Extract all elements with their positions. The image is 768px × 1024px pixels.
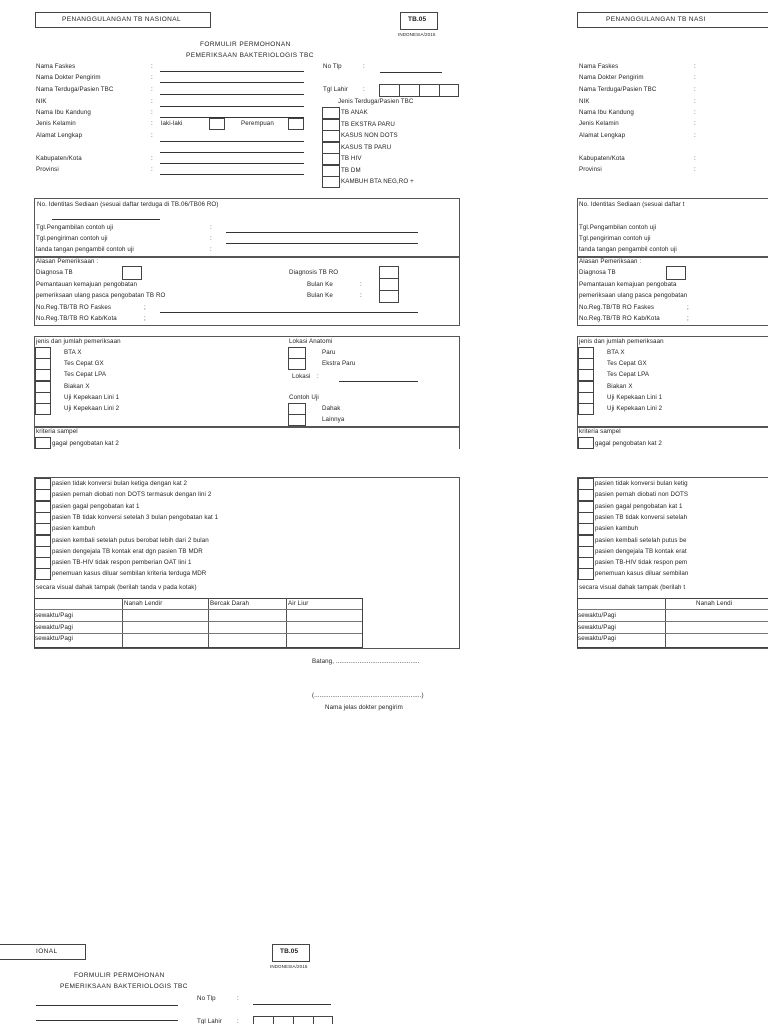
label-alamat: Alamat Lengkap (579, 132, 626, 139)
perempuan-checkbox[interactable] (288, 118, 304, 130)
colon: : (151, 98, 153, 105)
colon: : (694, 98, 696, 105)
gagal-kat2-checkbox[interactable] (35, 437, 51, 449)
jenis-terduga-checkbox[interactable] (322, 165, 340, 177)
exam-item: Tes Cepat LPA (607, 371, 650, 379)
colon: : (360, 292, 362, 299)
kriteria-item: pasien pernah diobati non DOTS (595, 491, 689, 499)
exam-item: Tes Cepat GX (64, 360, 104, 368)
signature-line: (...........................................................) (312, 692, 424, 699)
no-reg-faskes-label: No.Reg.TB/TB RO Faskes (579, 304, 655, 311)
visual-title: secara visual dahak tampak (berilah tanda v pada kotak) (36, 584, 197, 591)
terduga-pasien-field[interactable] (160, 94, 304, 95)
no-identitas-label: No. Identitas Sediaan (sesuai daftar t (579, 201, 685, 208)
exam-checkbox[interactable] (35, 347, 51, 359)
exam-item: Uji Kepekaan Lini 1 (607, 393, 663, 401)
jenis-terduga-item: KAMBUH BTA NEG,RO + (341, 178, 414, 185)
exam-checkbox[interactable] (578, 358, 594, 370)
label-laki-laki: laki-laki (161, 120, 183, 127)
kriteria-checkbox[interactable] (35, 501, 51, 513)
exam-item: Uji Kepekaan Lini 2 (64, 405, 120, 412)
colon: : (151, 120, 153, 127)
right-form-copy (576, 0, 768, 660)
agency-header: PENANGGULANGAN TB NASI (606, 16, 706, 23)
jenis-terduga-item: TB DM (341, 166, 361, 174)
visual-row-label: sewaktu/Pagi (35, 624, 74, 631)
visual-row-divider (34, 621, 362, 622)
visual-row-label: sewaktu/Pagi (35, 612, 74, 619)
colon: : (210, 246, 212, 253)
tgl-pengambilan-field[interactable] (226, 232, 418, 233)
diagnosa-ro-label: Diagnosis TB RO (289, 269, 339, 276)
form-code: TB.05 (280, 948, 299, 955)
jenis-terduga-checkbox[interactable] (322, 107, 340, 119)
label-no-tlp: No Tlp (197, 995, 216, 1002)
exam-checkbox[interactable] (35, 381, 51, 393)
exam-checkbox[interactable] (578, 369, 594, 381)
exam-item: BTA X (64, 349, 82, 356)
ibu-kandung-field[interactable] (160, 117, 304, 118)
visual-row-label: sewaktu/Pagi (578, 624, 617, 631)
visual-row-divider (577, 633, 768, 634)
label-perempuan: Perempuan (241, 120, 274, 127)
semicolon: ; (687, 304, 689, 311)
kriteria-checkbox[interactable] (35, 512, 51, 524)
kriteria-checkbox[interactable] (35, 535, 51, 547)
tgl-lahir-month[interactable] (399, 84, 420, 97)
colon: : (210, 235, 212, 242)
kriteria-checkbox[interactable] (578, 501, 594, 513)
tgl-lahir-day[interactable] (379, 84, 400, 97)
diagnosa-tb-label: Diagnosa TB (36, 269, 73, 276)
colon: : (151, 132, 153, 139)
jenis-terduga-item: TB ANAK (341, 109, 368, 116)
alamat-field[interactable] (160, 141, 304, 142)
colon: : (151, 63, 153, 70)
label-dokter-pengirim: Nama Dokter Pengirim (36, 74, 101, 81)
tgl-lahir-day[interactable] (253, 1016, 274, 1024)
ekstra-paru-checkbox[interactable] (288, 358, 306, 370)
kriteria-title: kriteria sampel (579, 428, 621, 435)
visual-table (34, 598, 363, 648)
no-tlp-field[interactable] (253, 1004, 331, 1005)
exam-checkbox[interactable] (35, 369, 51, 381)
kriteria-item: pasien TB-HIV tidak respon pem (595, 559, 688, 567)
alasan-title: Alasan Pemeriksaan : (579, 258, 642, 265)
no-identitas-label: No. Identitas Sediaan (sesuai daftar terduga di TB.06/TB06 RO) (37, 201, 219, 208)
tgl-pengiriman-field[interactable] (226, 243, 418, 244)
exam-item: Tes Cepat GX (607, 360, 647, 368)
jenis-terduga-item: KASUS TB PARU (341, 143, 392, 151)
alasan-title: Alasan Pemeriksaan : (36, 258, 99, 265)
pemantauan-label: Pemantauan kemajuan pengobatan (36, 281, 138, 288)
kriteria-item: pasien kambuh (52, 525, 96, 533)
label-terduga-pasien: Nama Terduga/Pasien TBC (579, 86, 657, 93)
label-ibu-kandung: Nama Ibu Kandung (36, 109, 91, 116)
label-nik: NIK (579, 98, 590, 105)
colon: : (151, 74, 153, 81)
label-ibu-kandung: Nama Ibu Kandung (579, 109, 634, 116)
jenis-terduga-checkbox[interactable] (322, 130, 340, 142)
kriteria-item: pasien TB tidak konversi setelah (595, 513, 688, 521)
pemantauan-label: Pemantauan kemajuan pengobata (579, 281, 677, 288)
colon: : (694, 86, 696, 93)
form-code: TB.05 (408, 16, 427, 23)
label-kabupaten: Kabupaten/Kota (36, 155, 82, 162)
lainnya-label: Lainnya (322, 416, 345, 423)
label-tgl-lahir: Tgl Lahir (197, 1018, 222, 1024)
kriteria-item: pasien kambuh (595, 525, 639, 533)
dahak-label: Dahak (322, 405, 341, 412)
bottom-form-copy (0, 940, 768, 1024)
colon: : (694, 166, 696, 173)
exam-checkbox[interactable] (35, 358, 51, 370)
form-edition: INDONESIA/2015 (398, 32, 436, 37)
semicolon: ; (687, 315, 689, 322)
form-title-line2: PEMERIKSAAN BAKTERIOLOGIS TBC (60, 983, 188, 990)
label-nama-faskes: Nama Faskes (579, 63, 619, 70)
exam-checkbox[interactable] (35, 392, 51, 404)
tgl-lahir-year[interactable] (419, 84, 440, 97)
kriteria-item: penemuan kasus diluar sembilan kriteria terduga MDR (52, 570, 207, 578)
kriteria-item: pasien kembali setelah putus be (595, 536, 687, 544)
kriteria-item: penemuan kasus diluar sembilan (595, 570, 689, 578)
exam-checkbox[interactable] (578, 381, 594, 393)
no-reg-faskes-field[interactable] (160, 312, 418, 313)
kriteria-item: pasien gagal pengobatan kat 1 (52, 502, 140, 510)
colon: : (694, 63, 696, 70)
kriteria-checkbox[interactable] (35, 478, 51, 490)
jenis-terduga-item: KASUS NON DOTS (341, 132, 398, 139)
visual-col-divider (208, 598, 209, 647)
tanda-tangan-label: tanda tangan pengambil contoh uji (579, 246, 677, 253)
bulan-ke-label: Bulan Ke (307, 281, 333, 288)
bulan-ke-box-2[interactable] (379, 290, 399, 303)
kriteria-title: kriteria sampel (36, 428, 78, 435)
exam-checkbox[interactable] (578, 403, 594, 415)
kriteria-item: pasien pernah diobati non DOTS termasuk dengan lini 2 (52, 491, 212, 499)
visual-row-label: sewaktu/Pagi (578, 635, 617, 642)
form-title-line2: PEMERIKSAAN BAKTERIOLOGIS TBC (186, 52, 314, 59)
semicolon: ; (144, 304, 146, 311)
tanda-tangan-label: tanda tangan pengambil contoh uji (36, 246, 134, 253)
ulang-label: pemeriksaan ulang pasca pengobatan (579, 292, 688, 299)
label-jenis-kelamin: Jenis Kelamin (36, 120, 76, 127)
colon: : (210, 224, 212, 231)
lokasi-field[interactable] (339, 381, 418, 382)
colon: : (151, 166, 153, 173)
colon: : (694, 74, 696, 81)
diagnosa-tb-checkbox[interactable] (666, 266, 686, 280)
colon: : (237, 995, 239, 1002)
doctor-name-label: Nama jelas dokter pengirim (325, 704, 403, 711)
tgl-lahir-year[interactable] (293, 1016, 314, 1024)
jenis-terduga-checkbox[interactable] (322, 153, 340, 165)
visual-row-divider (34, 609, 362, 610)
kriteria-checkbox[interactable] (35, 489, 51, 501)
label-jenis-kelamin: Jenis Kelamin (579, 120, 619, 127)
field-line[interactable] (36, 1005, 178, 1006)
label-tgl-lahir: Tgl Lahir (323, 86, 348, 93)
tgl-lahir-extra[interactable] (439, 84, 459, 97)
diagnosa-tb-checkbox[interactable] (122, 266, 142, 280)
kriteria-item: pasien gagal pengobatan kat 1 (595, 502, 683, 510)
no-tlp-field[interactable] (380, 72, 442, 73)
kriteria-checkbox[interactable] (578, 568, 594, 580)
visual-row-label: sewaktu/Pagi (35, 635, 74, 642)
colon: : (151, 86, 153, 93)
colon: : (694, 155, 696, 162)
jenis-pemeriksaan-section (577, 336, 768, 428)
semicolon: ; (144, 315, 146, 322)
lokasi-anatomi-label: Lokasi Anatomi (289, 338, 333, 345)
jenis-pemeriksaan-title: jenis dan jumlah pemeriksaan (579, 338, 664, 345)
field-line[interactable] (36, 1020, 178, 1021)
agency-header: IONAL (36, 948, 58, 955)
kriteria-checkbox[interactable] (35, 523, 51, 535)
kabupaten-field[interactable] (160, 163, 304, 164)
jenis-terduga-item: TB HIV (341, 155, 362, 162)
tgl-pengambilan-label: Tgl.Pengambilan contoh uji (579, 224, 657, 231)
visual-col-header: Nanah Lendir (124, 600, 163, 607)
jenis-terduga-item: TB EKSTRA PARU (341, 120, 395, 128)
colon: : (694, 132, 696, 139)
visual-row-divider (577, 609, 768, 610)
visual-row-label: sewaktu/Pagi (578, 612, 617, 619)
no-reg-kab-label: No.Reg.TB/TB RO Kab/Kota (579, 315, 660, 322)
visual-col-header: Bercak Darah (210, 600, 250, 607)
nik-field[interactable] (160, 106, 304, 107)
visual-col-divider (122, 598, 123, 647)
jenis-pemeriksaan-section (34, 336, 460, 428)
no-reg-kab-label: No.Reg.TB/TB RO Kab/Kota (36, 315, 117, 322)
label-provinsi: Provinsi (579, 166, 602, 173)
kriteria-item: pasien TB-HIV tidak respon pemberian OAT lini 1 (52, 559, 192, 567)
kriteria-checkbox[interactable] (578, 478, 594, 490)
kriteria-checkbox[interactable] (35, 546, 51, 558)
label-terduga-pasien: Nama Terduga/Pasien TBC (36, 86, 114, 93)
laki-laki-checkbox[interactable] (209, 118, 225, 130)
alamat-field-2[interactable] (160, 152, 304, 153)
no-identitas-field[interactable] (52, 219, 160, 220)
label-dokter-pengirim: Nama Dokter Pengirim (579, 74, 644, 81)
colon: : (317, 373, 319, 380)
exam-item: BTA X (607, 349, 625, 356)
dokter-pengirim-field[interactable] (160, 82, 304, 83)
kriteria-checkbox[interactable] (578, 557, 594, 569)
jenis-terduga-checkbox[interactable] (322, 119, 340, 131)
gagal-kat2-label: gagal pengobatan kat 2 (595, 440, 662, 447)
exam-item: Tes Cepat LPA (64, 371, 107, 379)
jenis-terduga-checkbox[interactable] (322, 176, 340, 188)
lokasi-label: Lokasi (292, 373, 311, 380)
label-alamat: Alamat Lengkap (36, 132, 83, 139)
tgl-pengambilan-label: Tgl.Pengambilan contoh uji (36, 224, 114, 231)
diagnosa-tb-label: Diagnosa TB (579, 269, 616, 276)
ekstra-paru-label: Ekstra Paru (322, 360, 356, 367)
kriteria-item: pasien kembali setelah putus berobat lebih dari 2 bulan (52, 536, 209, 544)
visual-title: secara visual dahak tampak (berilah t (579, 584, 686, 591)
label-nik: NIK (36, 98, 47, 105)
bulan-ke-label: Bulan Ke (307, 292, 333, 299)
exam-item: Uji Kepekaan Lini 2 (607, 405, 663, 412)
jenis-terduga-title: Jenis Terduga/Pasien TBC (338, 98, 414, 105)
kriteria-checkbox[interactable] (578, 489, 594, 501)
label-provinsi: Provinsi (36, 166, 59, 173)
lainnya-checkbox[interactable] (288, 414, 306, 426)
visual-row-divider (34, 633, 362, 634)
tgl-pengiriman-label: Tgl.pengiriman contoh uji (36, 235, 108, 242)
gagal-kat2-label: gagal pengobatan kat 2 (52, 440, 119, 447)
label-nama-faskes: Nama Faskes (36, 63, 76, 70)
tgl-lahir-month[interactable] (273, 1016, 294, 1024)
provinsi-field[interactable] (160, 174, 304, 175)
paru-label: Paru (322, 349, 336, 356)
colon: : (694, 109, 696, 116)
exam-item: Biakan X (607, 382, 633, 390)
tgl-pengiriman-label: Tgl.pengiriman contoh uji (579, 235, 651, 242)
contoh-uji-label: Contoh Uji (289, 394, 319, 401)
colon: : (237, 1018, 239, 1024)
colon: : (151, 155, 153, 162)
form-title-line1: FORMULIR PERMOHONAN (200, 41, 291, 48)
jenis-terduga-checkbox[interactable] (322, 142, 340, 154)
colon: : (360, 281, 362, 288)
visual-col-header: Air Liur (288, 600, 309, 607)
kriteria-item: pasien TB tidak konversi setelah 3 bulan pengobatan kat 1 (52, 513, 219, 521)
tgl-lahir-extra[interactable] (313, 1016, 333, 1024)
exam-item: Uji Kepekaan Lini 1 (64, 393, 120, 401)
exam-item: Biakan X (64, 382, 90, 390)
kriteria-checkbox[interactable] (578, 512, 594, 524)
form-edition: INDONESIA/2015 (270, 964, 308, 969)
nama-faskes-field[interactable] (160, 71, 304, 72)
colon: : (363, 63, 365, 70)
exam-checkbox[interactable] (35, 403, 51, 415)
visual-col-header: Nanah Lendi (696, 600, 733, 607)
colon: : (151, 109, 153, 116)
jenis-pemeriksaan-title: jenis dan jumlah pemeriksaan (36, 338, 121, 345)
kriteria-checkbox[interactable] (35, 557, 51, 569)
colon: : (694, 120, 696, 127)
kriteria-item: pasien dengejala TB kontak erat (595, 547, 687, 555)
gagal-kat2-checkbox[interactable] (578, 437, 594, 449)
label-no-tlp: No Tlp (323, 63, 342, 70)
kriteria-item: pasien tidak konversi bulan ketiga dengan kat 2 (52, 480, 188, 487)
kriteria-item: pasien tidak konversi bulan ketig (595, 480, 688, 487)
visual-col-divider (665, 598, 666, 647)
agency-header: PENANGGULANGAN TB NASIONAL (62, 16, 182, 23)
ulang-label: pemeriksaan ulang pasca pengobatan TB RO (36, 292, 166, 299)
exam-checkbox[interactable] (578, 347, 594, 359)
place-date: Batang, .............................................. (312, 658, 420, 665)
label-kabupaten: Kabupaten/Kota (579, 155, 625, 162)
no-reg-faskes-label: No.Reg.TB/TB RO Faskes (36, 304, 112, 311)
exam-checkbox[interactable] (578, 392, 594, 404)
kriteria-checkbox[interactable] (578, 523, 594, 535)
colon: : (363, 86, 365, 93)
visual-col-divider (286, 598, 287, 647)
kriteria-checkbox[interactable] (35, 568, 51, 580)
visual-row-divider (577, 621, 768, 622)
kriteria-item: pasien dengejala TB kontak erat dgn pasien TB MDR (52, 547, 203, 555)
form-title-line1: FORMULIR PERMOHONAN (74, 972, 165, 979)
kriteria-checkbox[interactable] (578, 546, 594, 558)
kriteria-checkbox[interactable] (578, 535, 594, 547)
